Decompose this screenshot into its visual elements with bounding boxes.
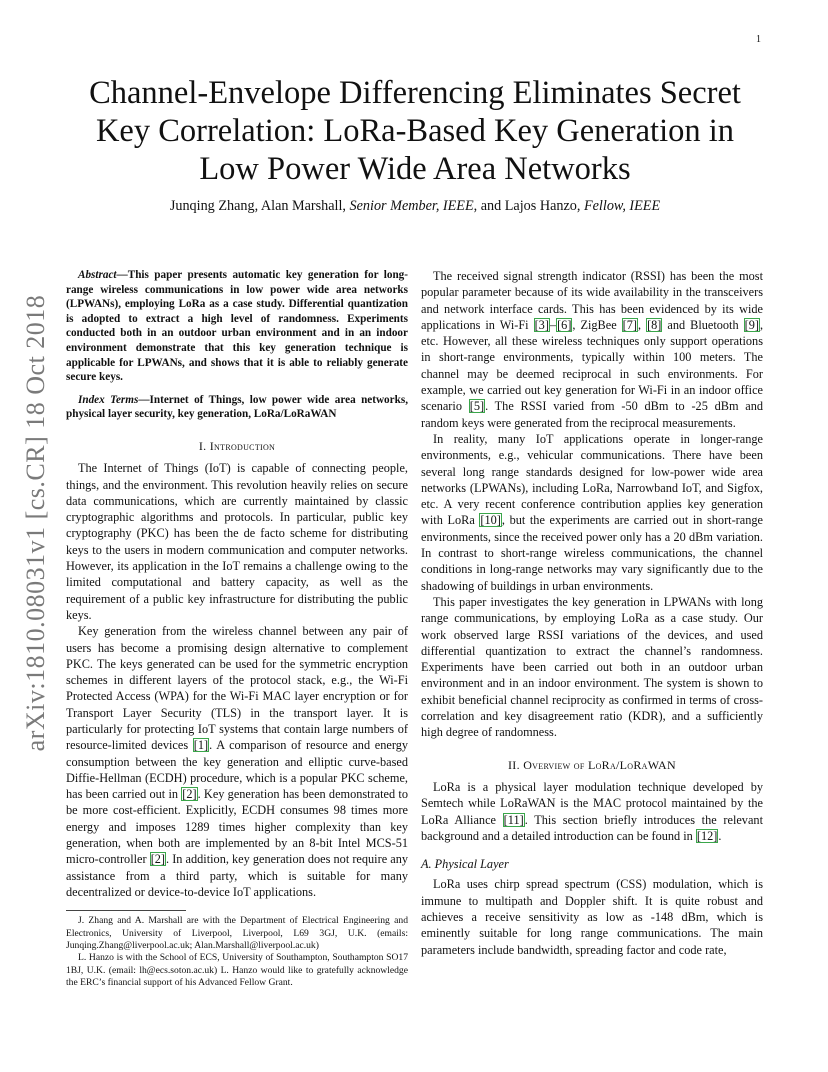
citation-link[interactable]: [8] — [647, 317, 662, 332]
lora-intro-text-c: . — [718, 828, 722, 843]
citation-link[interactable]: [9] — [744, 317, 759, 332]
author-role-a: Senior Member, IEEE — [349, 198, 474, 214]
citation-link[interactable]: [1] — [193, 738, 209, 753]
author-role-b: Fellow, IEEE — [583, 198, 661, 214]
footnote-affiliation-2: L. Hanzo is with the School of ECS, University of Southampton, Southampton SO17 1BJ, U.K. (email: lh@ecs.soton.ac.uk) L. Hanzo would like to gratefully acknowledge the ERC’s financial support of his Advanced Fellow Grant. — [66, 952, 408, 989]
citation-link[interactable]: [2] — [150, 852, 166, 867]
index-terms-text: —Internet of Things, low power wide area networks, physical layer security, key generation, LoRa/LoRaWAN — [66, 393, 408, 421]
section-heading-introduction: I. Introduction — [198, 438, 276, 453]
intro-p2-text-d: . In addition, key generation does not require any assistance from a third party, which is suitable for many decentralized or device-to-device IoT applications. — [66, 852, 409, 899]
rssi-text-g: . The RSSI varied from -50 dBm to -25 dBm and random keys were generated from the reciprocal measurements. — [421, 399, 764, 430]
title-line-1: Channel-Envelope Differencing Eliminates Secret — [89, 75, 741, 111]
paper-title — [70, 74, 760, 188]
abstract-text: —This paper presents automatic key generation for long-range wireless communications in low power wide area networks (LPWANs), employing LoRa as a case study. Differential quantization is adopted to extract a high level of randomness. Experiments conducted both in an outdoor urban environment and in an indoor environment demonstrate that this key generation technique is applicable for LPWANs, and shows that it is able to reliably generate secure keys. — [66, 269, 408, 384]
intro-paragraph-2 — [66, 623, 408, 900]
long-range-text-a: In reality, many IoT applications operate in longer-range environments, e.g., vehicular communications. There have been several long range standards designed for low-power wide area networks (LPWANs), including LoRa, Narrowband IoT, and Sigfox, etc. A very recent conference contribution applies key generation with LoRa — [421, 431, 763, 528]
title-line-3: Low Power Wide Area Networks — [199, 151, 631, 187]
lora-intro-text-a: LoRa is a physical layer modulation technique developed by Semtech while LoRaWAN is the MAC protocol maintained by the LoRa Alliance — [421, 779, 763, 827]
section-heading-overview: II. Overview of LoRa/LoRaWAN — [508, 757, 676, 772]
author-line — [70, 198, 760, 215]
intro-paragraph-1: The Internet of Things (IoT) is capable of connecting people, things, and the environment. This revolution heavily relies on secure data communications, which are currently maintained by classic cryptographic algorithms and protocols. In particular, public key cryptography (PKC) has been the de facto scheme for distributing keys to the users in modern communication and computer networks. However, its application in the IoT remains a challenge owing to the limited computational and battery capacity, as well as the requirement of a public key infrastructure for distributing the public keys. — [66, 461, 408, 622]
rssi-text-f: , etc. However, all these wireless techniques only support operations in short-range environments, typically within 100 meters. The channel may be deemed reciprocal in such environments. For example, we carried out key generation for Wi-Fi in an indoor office scenario — [421, 317, 764, 414]
author-names-a: Junqing Zhang, Alan Marshall, — [169, 198, 350, 214]
citation-link[interactable]: [2] — [182, 787, 197, 802]
abstract — [66, 268, 408, 385]
citation-link[interactable]: [3] — [534, 317, 549, 332]
long-range-text-b: , but the experiments are carried out in short-range environments, since the received power only has a 20 dBm variation. In contrast to short-range wireless communications, the channel conditions in long-range networks may vary significantly due to the shadowing of buildings in urban environments. — [421, 513, 763, 593]
long-range-paragraph — [421, 431, 763, 594]
rssi-text-b: – — [549, 317, 557, 332]
lora-intro-paragraph — [421, 779, 763, 844]
left-column — [66, 268, 408, 990]
citation-link[interactable]: [12] — [696, 828, 718, 843]
intro-p2-text-b: . A comparison of resource and energy consumption between the key generation and elliptic curve-based Diffie-Hellman (ECDH) procedure, which is a popular PKC scheme, has been carried out in — [66, 738, 408, 802]
abstract-label: Abstract — [78, 269, 117, 281]
rssi-paragraph — [421, 268, 763, 431]
page-number: 1 — [756, 34, 761, 45]
citation-link[interactable]: [6] — [557, 317, 572, 332]
rssi-text-c: , ZigBee — [572, 317, 622, 332]
index-terms-label: Index Terms — [78, 393, 139, 406]
index-terms — [66, 393, 408, 422]
citation-link[interactable]: [7] — [622, 317, 637, 332]
rssi-text-d: , — [638, 317, 647, 332]
arxiv-stamp: arXiv:1810.08031v1 [cs.CR] 18 Oct 2018 — [21, 294, 50, 752]
physical-layer-paragraph: LoRa uses chirp spread spectrum (CSS) modulation, which is immune to multipath and Doppler shift. It is quite robust and achieves a receive sensitivity as low as -148 dBm, which is eminently suitable for long range communications. The main parameters include bandwidth, spreading factor and code rate, — [421, 877, 763, 957]
author-names-b: , and Lajos Hanzo, — [473, 198, 584, 214]
rssi-text-e: and Bluetooth — [662, 317, 744, 332]
intro-p2-text-c: . Key generation has been demonstrated to be more cost-efficient. Explicitly, ECDH consumes 98 times more energy and imposes 1289 times higher complexity than key generation, when both are implemented by an 8-bit Intel MCS-51 micro-controller — [66, 787, 408, 867]
title-line-2: Key Correlation: LoRa-Based Key Generation in — [95, 113, 735, 149]
subsection-heading-physical-layer: A. Physical Layer — [421, 857, 509, 872]
footnote-affiliation-1: J. Zhang and A. Marshall are with the Department of Electrical Engineering and Electronics, University of Liverpool, Liverpool, L69 3GJ, U.K. (emails: Junqing.Zhang@liverpool.ac.uk; Alan.Marshall@liverpool.ac.uk) — [66, 915, 408, 952]
rssi-text-a: The received signal strength indicator (RSSI) has been the most popular parameter because of its wide availability in the transceivers and network interface cards. This has been evidenced by its wide applications in Wi-Fi — [421, 269, 763, 332]
citation-link[interactable]: [5] — [469, 399, 485, 414]
lora-intro-text-b: . This section briefly introduces the relevant background and a detailed introduction can be found in — [421, 812, 763, 843]
contribution-paragraph: This paper investigates the key generation in LPWANs with long range communications, by employing LoRa as a case study. Our work observed large RSSI variations of the devices, and used differential quantization to extract the channel’s randomness. Experiments have been carried out both in an outdoor urban environment and in an indoor environment. The system is shown to exhibit beneficial channel reciprocity as confirmed in terms of cross-correlation and key disagreement ratio (KDR), and a sufficiently high degree of randomness. — [421, 594, 763, 740]
citation-link[interactable]: [10] — [480, 513, 501, 528]
intro-p2-text-a: Key generation from the wireless channel between any pair of users has become a promising design alternative to complement PKC. The keys generated can be used for the symmetric encryption schemes in different layers of the protocol stack, e.g., the Wi-Fi Protected Access (WPA) for the Wi-Fi MAC layer encryption or for Transport Layer Security (TLS) in the transport layer. It is particularly for protecting IoT systems that contain large numbers of resource-limited devices — [66, 624, 408, 753]
citation-link[interactable]: [11] — [503, 812, 524, 827]
right-column — [421, 268, 763, 958]
